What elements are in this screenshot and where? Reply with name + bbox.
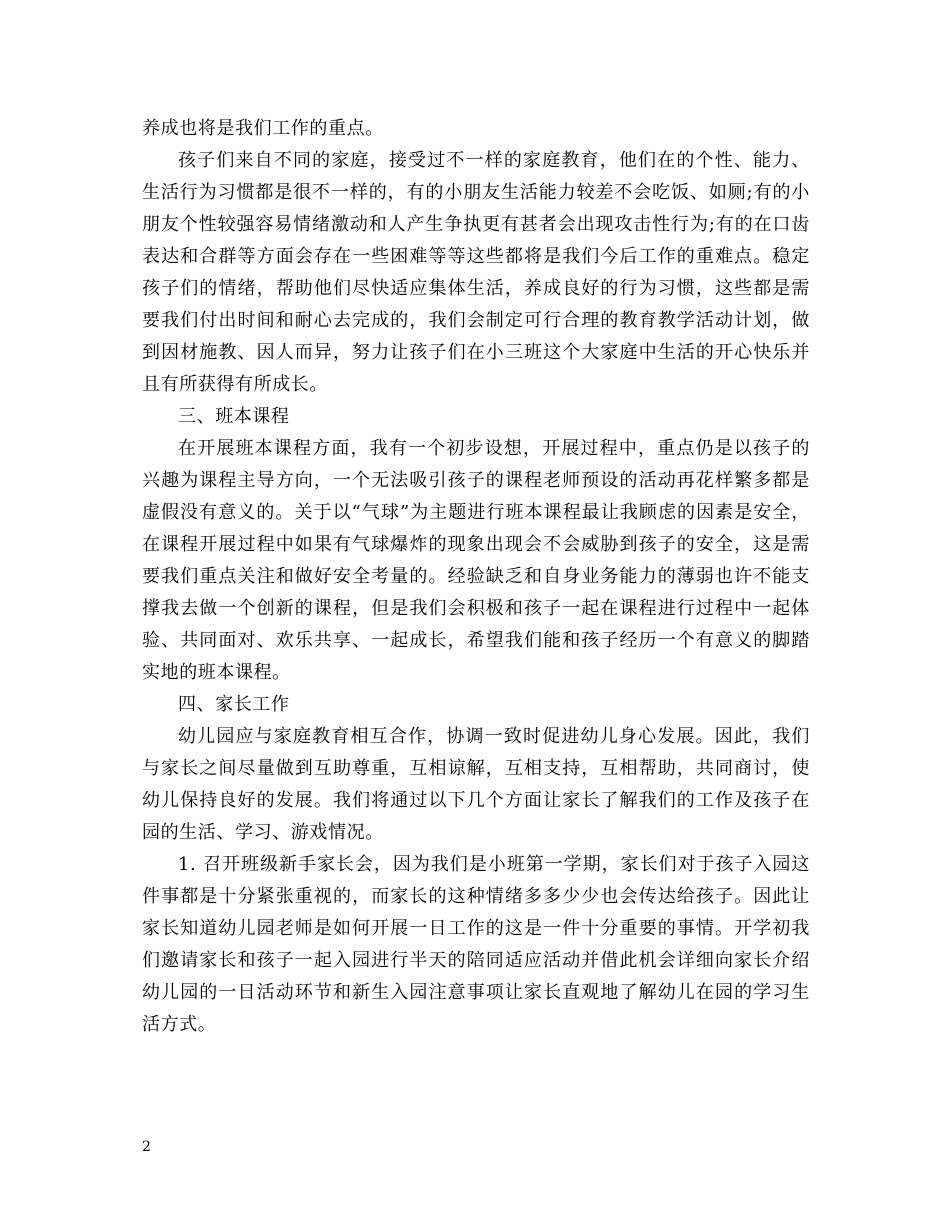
section-heading-class-curriculum: 三、班本课程 [178,406,290,427]
paragraph-parent-meeting: 1. 召开班级新手家长会，因为我们是小班第一学期，家长们对于孩子入园这件事都是十分紧张重视的，而家长的这种情绪多多少少也会传达给孩子。因此让家长知道幼儿园老师是如何开展一日工作的这是一件十分重要的事情。开学初我们邀请家长和孩子一起入园进行半天的陪同适应活动并借此机会详细向家长介绍幼儿园的一日活动环节和新生入园注意事项让家长直观地了解幼儿在园的学习生活方式。 [142,854,810,1035]
paragraph-parent-cooperation: 幼儿园应与家庭教育相互合作，协调一致时促进幼儿身心发展。因此，我们与家长之间尽量做到互助尊重，互相谅解，互相支持，互相帮助，共同商讨，使幼儿保持良好的发展。我们将通过以下几个方面让家长了解我们的工作及孩子在园的生活、学习、游戏情况。 [142,726,810,843]
paragraph-children-backgrounds: 孩子们来自不同的家庭，接受过不一样的家庭教育，他们在的个性、能力、生活行为习惯都是很不一样的，有的小朋友生活能力较差不会吃饭、如厕;有的小朋友个性较强容易情绪激动和人产生争执更有甚者会出现攻击性行为;有的在口齿表达和合群等方面会存在一些困难等等这些都将是我们今后工作的重难点。稳定孩子们的情绪，帮助他们尽快适应集体生活，养成良好的行为习惯，这些都是需要我们付出时间和耐心去完成的，我们会制定可行合理的教育教学活动计划，做到因材施教、因人而异，努力让孩子们在小三班这个大家庭中生活的开心快乐并且有所获得有所成长。 [142,150,810,395]
document-body [142,113,810,1041]
page-number: 2 [142,1139,151,1155]
section-heading-parent-work: 四、家长工作 [178,694,290,715]
paragraph-curriculum-plan: 在开展班本课程方面，我有一个初步设想，开展过程中，重点仍是以孩子的兴趣为课程主导方向，一个无法吸引孩子的课程老师预设的活动再花样繁多都是虚假没有意义的。关于以“气球”为主题进行班本课程最让我顾虑的因素是安全，在课程开展过程中如果有气球爆炸的现象出现会不会威胁到孩子的安全，这是需要我们重点关注和做好安全考量的。经验缺乏和自身业务能力的薄弱也许不能支撑我去做一个创新的课程，但是我们会积极和孩子一起在课程进行过程中一起体验、共同面对、欢乐共享、一起成长，希望我们能和孩子经历一个有意义的脚踏实地的班本课程。 [142,438,810,683]
paragraph-continuation: 养成也将是我们工作的重点。 [142,118,384,139]
